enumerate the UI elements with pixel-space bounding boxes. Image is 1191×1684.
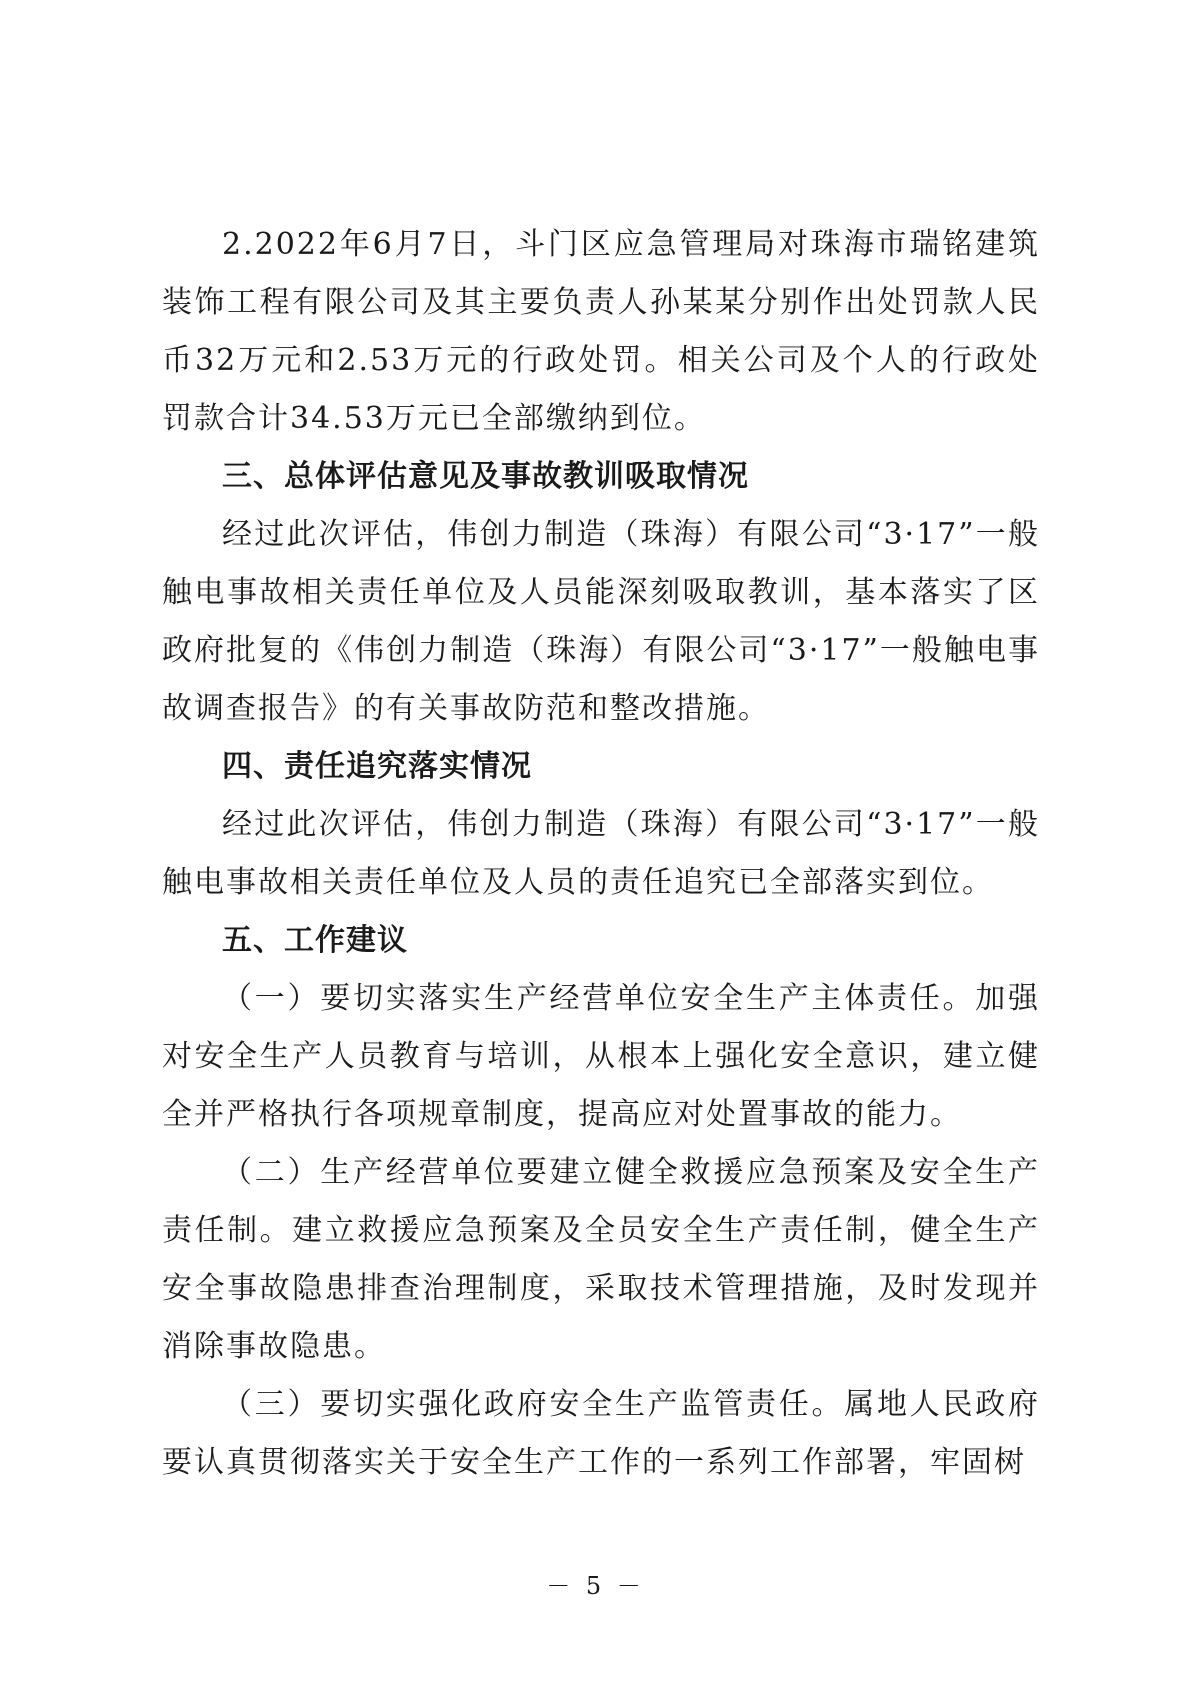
- paragraph-penalty: 2.2022年6月7日，斗门区应急管理局对珠海市瑞铭建筑装饰工程有限公司及其主要负责人孙某某分别作出处罚款人民币32万元和2.53万元的行政处罚。相关公司及个人的行政处罚款合计34.53万元已全部缴纳到位。: [162, 227, 1040, 436]
- paragraph-assessment: 经过此次评估，伟创力制造（珠海）有限公司“3·17”一般触电事故相关责任单位及人员能深刻吸取教训，基本落实了区政府批复的《伟创力制造（珠海）有限公司“3·17”一般触电事故调查报告》的有关事故防范和整改措施。: [162, 517, 1040, 726]
- section-heading-5: 五、工作建议: [222, 923, 408, 958]
- paragraph-suggestion-2: （二）生产经营单位要建立健全救援应急预案及安全生产责任制。建立救援应急预案及全员安全生产责任制，健全生产安全事故隐患排查治理制度，采取技术管理措施，及时发现并消除事故隐患。: [162, 1155, 1040, 1364]
- paragraph-suggestion-3: （三）要切实强化政府安全生产监管责任。属地人民政府要认真贯彻落实关于安全生产工作的一系列工作部署，牢固树: [162, 1387, 1040, 1480]
- paragraph-suggestion-1: （一）要切实落实生产经营单位安全生产主体责任。加强对安全生产人员教育与培训，从根本上强化安全意识，建立健全并严格执行各项规章制度，提高应对处置事故的能力。: [162, 981, 1040, 1132]
- paragraph-accountability: 经过此次评估，伟创力制造（珠海）有限公司“3·17”一般触电事故相关责任单位及人员的责任追究已全部落实到位。: [162, 807, 1040, 900]
- document-body: [162, 216, 1040, 1492]
- section-heading-3: 三、总体评估意见及事故教训吸取情况: [222, 459, 749, 494]
- section-heading-4: 四、责任追究落实情况: [222, 749, 532, 784]
- page-number: － 5 －: [546, 1572, 645, 1600]
